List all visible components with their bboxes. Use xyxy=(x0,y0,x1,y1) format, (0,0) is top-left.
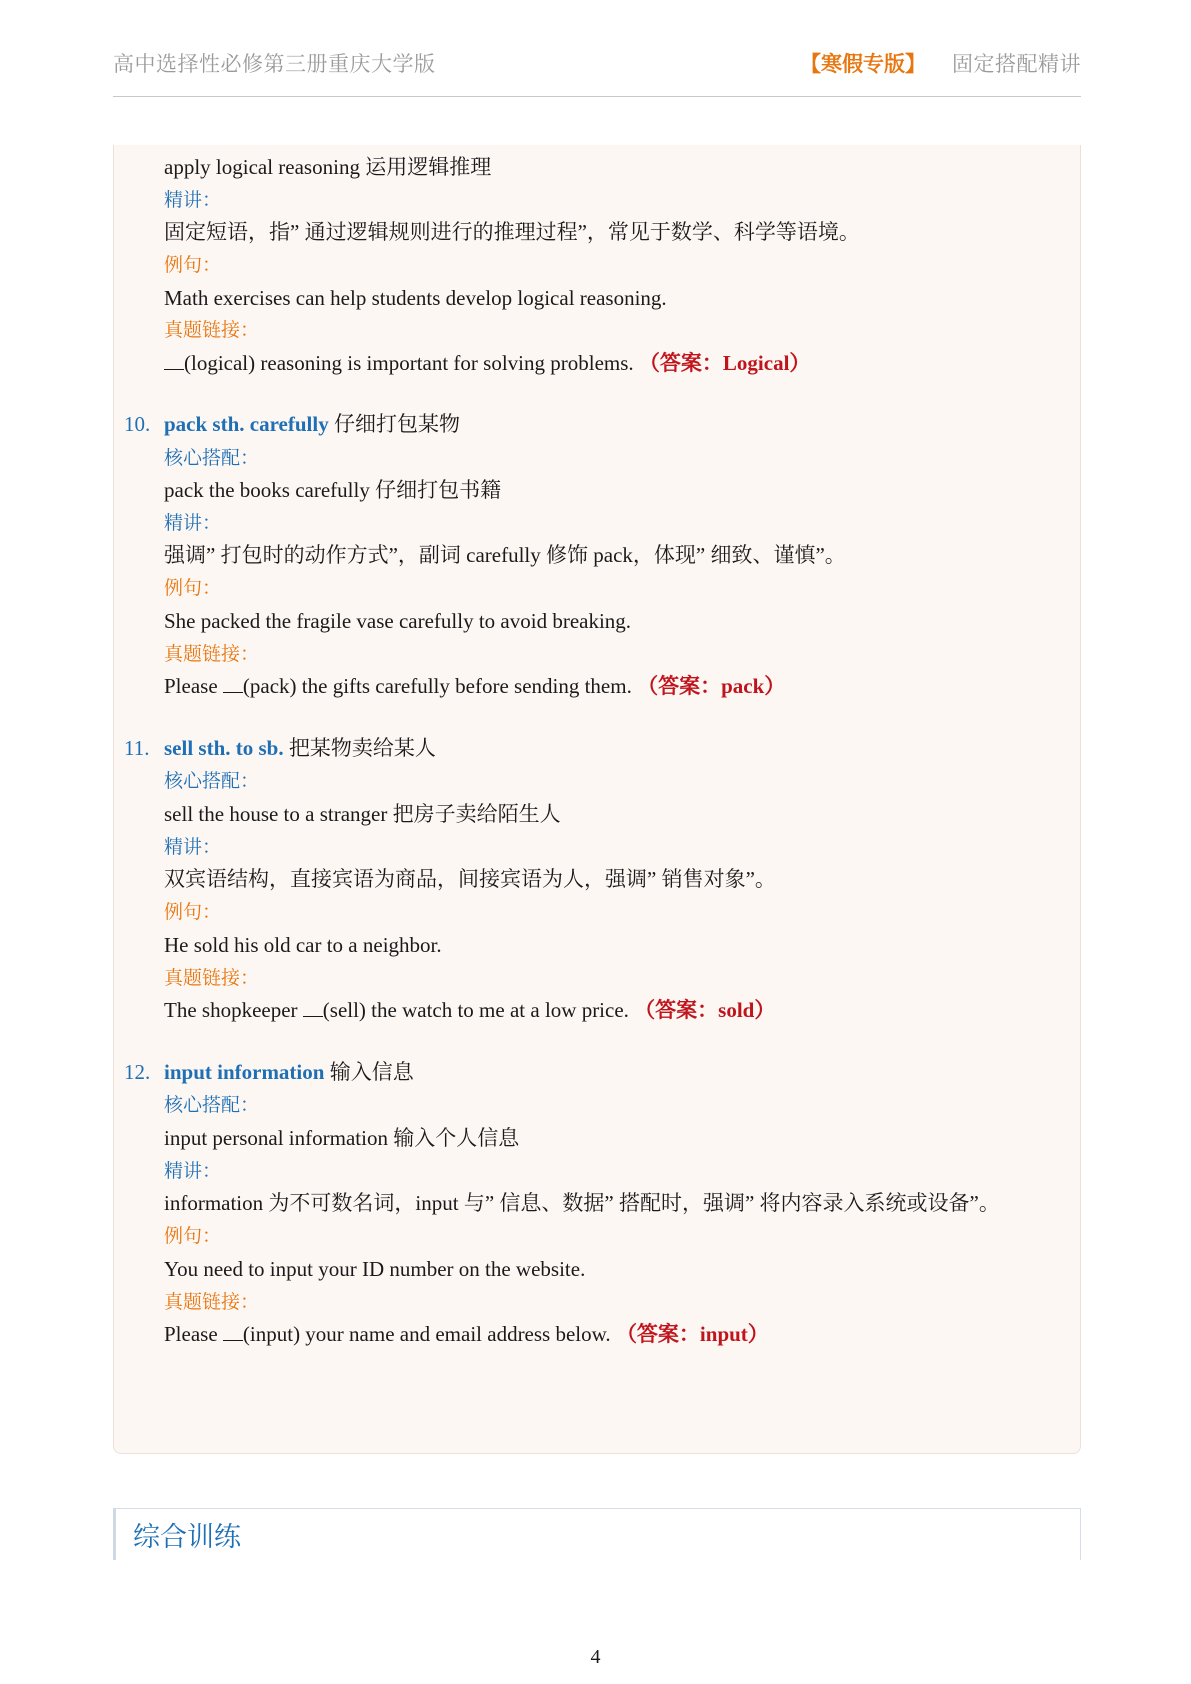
example-sentence: She packed the fragile vase carefully to avoid breaking. xyxy=(164,609,632,633)
explain-label: 精讲： xyxy=(164,1160,222,1182)
exam-text-after: (pack) the gifts carefully before sending them. xyxy=(242,674,632,698)
exam-text-before: Please xyxy=(164,1322,223,1346)
answer-blank xyxy=(303,1000,323,1017)
header-right xyxy=(800,48,1081,78)
answer-blank xyxy=(164,353,184,370)
answer-text: （答案：input） xyxy=(615,1322,769,1346)
example-label: 例句： xyxy=(164,1225,222,1247)
exam-label: 真题链接： xyxy=(164,1291,260,1313)
entry-number: 12. xyxy=(124,1060,151,1084)
entry-heading xyxy=(124,733,436,763)
core-label: 核心搭配： xyxy=(164,770,260,792)
explanation-text: 强调” 打包时的动作方式”，副词 carefully 修饰 pack，体现” 细致、谨慎”。 xyxy=(164,543,846,567)
explanation-text: 固定短语，指” 通过逻辑规则进行的推理过程”，常见于数学、科学等语境。 xyxy=(164,220,860,244)
book-title: 高中选择性必修第三册重庆大学版 xyxy=(113,52,436,76)
entry-meaning: 把某物卖给某人 xyxy=(288,736,436,760)
entry-heading xyxy=(124,409,460,439)
example-sentence: He sold his old car to a neighbor. xyxy=(164,933,442,957)
core-phrase: apply logical reasoning 运用逻辑推理 xyxy=(164,155,492,179)
exam-label: 真题链接： xyxy=(164,319,260,341)
example-sentence: You need to input your ID number on the website. xyxy=(164,1257,586,1281)
answer-text: （答案：pack） xyxy=(637,674,786,698)
explanation-text: information 为不可数名词，input 与” 信息、数据” 搭配时，强调” 将内容录入系统或设备”。 xyxy=(164,1191,1000,1215)
explain-label: 精讲： xyxy=(164,189,222,211)
example-sentence: Math exercises can help students develop logical reasoning. xyxy=(164,286,667,310)
exam-question xyxy=(164,348,810,378)
core-phrase: pack the books carefully 仔细打包书籍 xyxy=(164,478,502,502)
exam-text-after: (input) your name and email address below. xyxy=(242,1322,611,1346)
exam-question xyxy=(164,671,785,701)
explanation-text: 双宾语结构，直接宾语为商品，间接宾语为人，强调” 销售对象”。 xyxy=(164,867,776,891)
explain-label: 精讲： xyxy=(164,512,222,534)
exam-question xyxy=(164,1319,769,1349)
entry-heading xyxy=(124,1057,414,1087)
entry-meaning: 仔细打包某物 xyxy=(333,412,460,436)
entry-term: pack sth. carefully xyxy=(164,412,329,436)
example-label: 例句： xyxy=(164,901,222,923)
entry-number: 10. xyxy=(124,412,151,436)
section-subtitle: 固定搭配精讲 xyxy=(952,52,1081,76)
core-phrase: sell the house to a stranger 把房子卖给陌生人 xyxy=(164,802,561,826)
section-box xyxy=(113,1508,1081,1560)
edition-tag: 【寒假专版】 xyxy=(800,52,926,76)
answer-text: （答案：sold） xyxy=(634,998,776,1022)
exam-text-before: The shopkeeper xyxy=(164,998,303,1022)
entry-term: sell sth. to sb. xyxy=(164,736,284,760)
entry-term: input information xyxy=(164,1060,325,1084)
exam-text-after: (logical) reasoning is important for solving problems. xyxy=(184,351,634,375)
exam-question xyxy=(164,995,775,1025)
example-label: 例句： xyxy=(164,577,222,599)
exam-text-after: (sell) the watch to me at a low price. xyxy=(322,998,629,1022)
page-header xyxy=(113,44,1081,97)
explain-label: 精讲： xyxy=(164,836,222,858)
answer-text: （答案：Logical） xyxy=(638,351,811,375)
entry-meaning: 输入信息 xyxy=(329,1060,414,1084)
exam-label: 真题链接： xyxy=(164,967,260,989)
answer-blank xyxy=(223,1324,243,1341)
page-number: 4 xyxy=(590,1646,601,1668)
example-label: 例句： xyxy=(164,254,222,276)
core-label: 核心搭配： xyxy=(164,1094,260,1116)
section-title: 综合训练 xyxy=(133,1522,241,1553)
entry-number: 11. xyxy=(124,736,150,760)
exam-label: 真题链接： xyxy=(164,643,260,665)
exam-text-before: Please xyxy=(164,674,223,698)
answer-blank xyxy=(223,676,243,693)
core-label: 核心搭配： xyxy=(164,447,260,469)
content-card xyxy=(113,145,1081,1454)
core-phrase: input personal information 输入个人信息 xyxy=(164,1126,520,1150)
